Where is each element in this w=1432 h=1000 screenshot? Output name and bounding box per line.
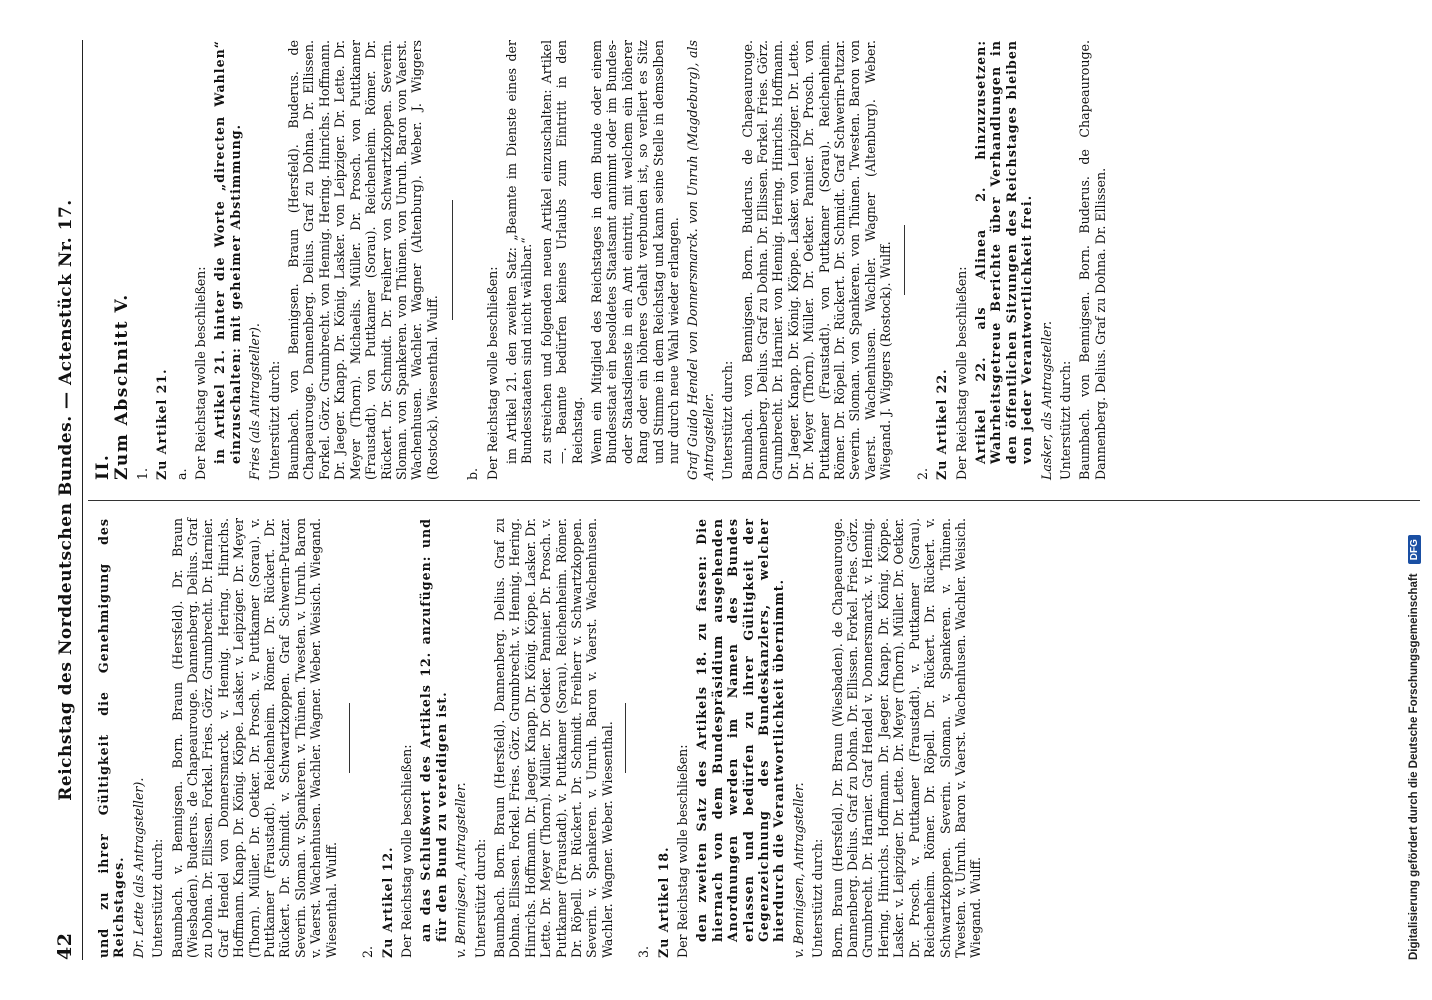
digitization-credit (1408, 40, 1428, 960)
page-title: Reichstag des Norddeutschen Bundes. — Actenstück Nr. 17. (56, 199, 76, 801)
mover: Lasker, als Antragsteller. (1038, 320, 1054, 480)
resolution-intro: Der Reichstag wolle beschließen: (484, 266, 500, 480)
paragraph: und zu ihrer Gültigkeit die Genehmigung des Reichstages. (96, 518, 127, 958)
signers-list: Born. Braun (Hersfeld). Dr. Braun (Wiesbaden). de Chapeaurouge. Dannenberg. Delius. Graf zu Dohna. Dr. Ellissen. Forkel. Fries. Görz. Grumbrecht. Dr. Harnier. Graf Hendel v. Donnersmarck. v. Hennig. Hering. Hinrichs. Hoffmann. Dr. Jaeger. Knapp. Dr. König. Köppe. Lasker. v. Leipziger. Dr. Lette. Dr. Meyer (Thorn). Müller. Dr. Oetker. Dr. Prosch. v. Puttkamer (Fraustadt). v. Puttkamer (Sorau). Reichenheim. Römer. Dr. Röpell. Dr. Rückert. Dr. Rückert. v. Schwartzkoppen. Severin. Sloman. v. Spankeren. v. Thünen. Twesten. v. Unruh. Baron v. Vaerst. Wachenhusen. Wachler. Weisich. Wiegand. Wulff. (829, 518, 984, 958)
section-heading: Zum Abschnitt V. (112, 293, 133, 480)
divider (349, 703, 350, 773)
resolution-intro: Der Reichstag wolle beschließen: (953, 266, 969, 480)
resolution-text: im Artikel 21. den zweiten Satz: „Beamte im Dienste eines der Bundesstaaten sind nicht wählbar.“ (503, 40, 535, 464)
page-number: 42 (54, 932, 76, 960)
section-number: 2. (914, 467, 930, 480)
credit-text: Digitalisierung gefördert durch die Deutsche Forschungsgemeinschaft (1408, 573, 1420, 960)
section-title: Zu Artikel 18. (655, 846, 671, 958)
mover: Dr. Lette (als Antragsteller). (130, 777, 146, 958)
signers-list: Baumbach. v. Bennigsen. Born. Braun (Hersfeld). Dr. Braun (Wiesbaden). Buderus. de Chapeaurouge. Dannenberg. Delius. Graf zu Dohna. Dr. Ellissen. Forkel. Fries. Görz. Grumbrecht. Dr. Harnier. Graf Hendel von Donnersmarck. v. Hennig. Hering. Hinrichs. Hoffmann. Knapp. Dr. König. Köppe. Lasker. v. Leipziger. Dr. Meyer (Thorn). Müller. Dr. Oetker. Dr. Prosch. v. Puttkamer (Sorau). v. Puttkamer (Fraustadt). Reichenheim. Römer. Dr. Rückert. Dr. Rückert. Dr. Schmidt. v. Schwartzkoppen. Graf Schwerin-Putzar. Severin. Sloman. v. Spankeren. v. Thünen. Twesten. v. Unruh. Baron v. Vaerst. Wachenhusen. Wachler. Wagner. Weber. Weisich. Wiegand. Wiesenthal. Wulff. (169, 518, 339, 958)
page-header (42, 40, 83, 960)
subsection-label: a. (173, 468, 189, 480)
signers-list: Baumbach. von Bennigsen. Braun (Hersfeld). Buderus. de Chapeaurouge. Dannenberg. Delius. Graf zu Dohna. Dr. Ellissen. Forkel. Görz. Grumbrecht. von Hennig. Hering. Hinrichs. Hoffmann. Dr. Jaeger. Knapp. Dr. König. Lasker. von Leipziger. Dr. Lette. Dr. Meyer (Thorn). Michaelis. Müller. Dr. Prosch. von Puttkamer (Fraustadt). von Puttkamer (Sorau). Reichenheim. Römer. Dr. Rückert. Dr. Schmidt. Dr. Freiherr von Schwartzkoppen. Severin. Sloman. von Spankeren. von Thünen. von Unruh. Baron von Vaerst. Wachenhusen. Wachler. Wagner (Altenburg). Weber. J. Wiggers (Rostock). Wiesenthal. Wulff. (286, 40, 440, 480)
resolution-text: den zweiten Satz des Artikels 18. zu fassen: Die hiernach von dem Bundespräsidium ausgehenden Anordnungen werden im Namen des Bundes erlassen und bedürfen zu ihrer Gültigkeit der Gegenzeichnung des Bundeskanzlers, welcher hierdurch die Verantwortlichkeit übernimmt. (694, 518, 787, 942)
resolution-text: in Artikel 21. hinter die Worte „directen Wahlen“ einzuschalten: mit geheimer Abstimmung. (212, 40, 243, 464)
section-number: 1. (134, 467, 150, 480)
section-title: Zu Artikel 21. (154, 368, 170, 480)
divider (625, 703, 626, 773)
right-column (93, 40, 1112, 480)
supported-label: Unterstützt durch: (810, 838, 826, 958)
mover: v. Bennigsen, Antragsteller. (453, 782, 469, 958)
signers-list: Baumbach. Born. Braun (Hersfeld). Dannenberg. Delius. Graf zu Dohna. Ellissen. Forkel. Fries. Görz. Grumbrecht. v. Hennig. Hering. Hinrichs. Hoffmann. Dr. Jaeger. Knapp. Dr. König. Köppe. Lasker. Dr. Lette. Dr. Meyer (Thorn). Müller. Dr. Oetker. Pannier. Dr. Prosch. v. Puttkamer (Fraustadt). v. Puttkamer (Sorau). Reichenheim. Römer. Dr. Röpell. Dr. Rückert. Dr. Schmidt. Freiherr v. Schwartzkoppen. Severin. v. Spankeren. v. Unruh. Baron v. Vaerst. Wachenhusen. Wachler. Wagner. Weber. Wiesenthal. (491, 518, 615, 958)
resolution-intro: Der Reichstag wolle beschließen: (398, 744, 414, 958)
resolution-intro: Der Reichstag wolle beschließen: (675, 744, 690, 958)
section-number: 2. (360, 945, 376, 958)
section-title: Zu Artikel 12. (379, 846, 395, 958)
left-column (96, 518, 988, 958)
column-divider (88, 500, 1420, 501)
supported-label: Unterstützt durch: (150, 838, 166, 958)
signers-list: Baumbach. von Bennigsen. Born. Buderus. de Chapeaurouge. Dannenberg. Delius. Graf zu Dohna. Dr. Ellissen. (1077, 40, 1108, 480)
resolution-intro: Der Reichstag wolle beschließen: (193, 266, 209, 480)
dfg-logo: DFG (1408, 535, 1421, 564)
resolution-text: an das Schlußwort des Artikels 12. anzufügen: und für den Bund zu vereidigen ist. (418, 518, 449, 942)
roman-heading: II. (93, 453, 113, 480)
supported-label: Unterstützt durch: (1057, 360, 1073, 480)
divider (904, 225, 905, 295)
mover: Graf Guido Hendel von Donnersmarck. von Unruh (Magdeburg), als Antragsteller. (685, 40, 716, 480)
divider (452, 200, 453, 320)
mover: v. Bennigsen, Antragsteller. (790, 782, 806, 958)
resolution-text: Wenn ein Mitglied des Reichstages in dem Bunde oder einem Bundesstaat ein besoldetes Staatsamt annimmt oder im Bundes- oder Staatsdienste in ein Amt eintritt, mit welchem ein höherer Rang oder ein höheres Gehalt verbunden ist, so verliert es Sitz und Stimme in dem Reichstag und kann seine Stelle in demselben nur durch neue Wahl wieder erlangen. (588, 40, 681, 464)
resolution-text: Artikel 22. als Alinea 2. hinzuzusetzen: Wahrheitsgetreue Berichte über Verhandlungen in den öffentlichen Sitzungen des Reichstages bleiben von jeder Verantwortlichkeit frei. (972, 40, 1035, 464)
section-title: Zu Artikel 22. (934, 368, 950, 480)
supported-label: Unterstützt durch: (472, 838, 488, 958)
signers-list: Baumbach. von Bennigsen. Born. Buderus. de Chapeaurouge. Dannenberg. Delius. Graf zu Dohna. Dr. Ellissen. Forkel. Fries. Görz. Grumbrecht. Dr. Harnier. von Hennig. Hering. Hinrichs. Hoffmann. Dr. Jaeger. Knapp. Dr. König. Köppe. Lasker. von Leipziger. Dr. Lette. Dr. Meyer (Thorn). Müller. Dr. Oetker. Pannier. Dr. Prosch. von Puttkamer (Fraustadt). von Puttkamer (Sorau). Reichenheim. Römer. Dr. Röpell. Dr. Rückert. Dr. Schmidt. Graf Schwerin-Putzar. Severin. Sloman. von Spankeren. von Thünen. Twesten. Baron von Vaerst. Wachenhusen. Wachler. Wagner (Altenburg). Weber. Wiegand. J. Wiggers (Rostock). Wulff. (739, 40, 894, 480)
supported-label: Unterstützt durch: (266, 360, 282, 480)
mover: Fries (als Antragsteller). (247, 323, 263, 480)
supported-label: Unterstützt durch: (720, 360, 736, 480)
subsection-label: b. (465, 467, 481, 480)
section-number: 3. (636, 945, 652, 958)
resolution-text: zu streichen und folgenden neuen Artikel einzuschalten: Artikel —. Beamte bedürfen keines Urlaubs zum Eintritt in den Reichstag. (538, 40, 585, 464)
